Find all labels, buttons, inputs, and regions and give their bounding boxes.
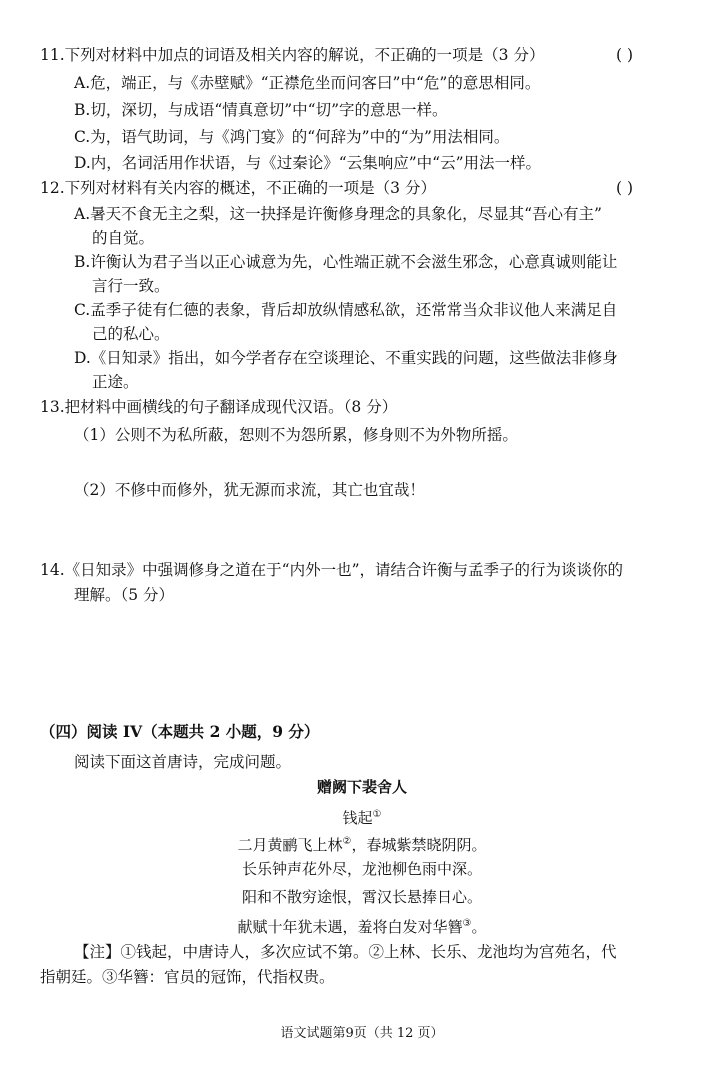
q12-answer-paren: ( ) (616, 179, 634, 197)
q11-answer-paren: ( ) (616, 46, 634, 64)
q12-option-a-cont: 的自觉。 (92, 229, 155, 247)
poem-line-1-rest: ，春城紫禁晓阴阴。 (351, 836, 487, 854)
poem-line-4 (0, 913, 724, 938)
poem-line-1 (0, 831, 724, 856)
q11-option-c: C.为，语气助词，与《鸿门宴》的“何辞为”中的“为”用法相同。 (74, 128, 510, 146)
q13-item-2: （2）不修中而修外，犹无源而求流，其亡也宜哉！ (74, 481, 425, 499)
q13-stem: 13.把材料中画横线的句子翻译成现代汉语。（8 分） (40, 398, 398, 416)
q12-option-c-cont: 己的私心。 (92, 325, 170, 343)
section-instruction: 阅读下面这首唐诗，完成问题。 (74, 753, 292, 771)
poem-line-1-text: 二月黄鹂飞上林 (237, 836, 343, 854)
poem-author (0, 804, 724, 829)
q14-stem: 14.《日知录》中强调修身之道在于“内外一也”，请结合许衡与孟季子的行为谈谈你的 (40, 561, 624, 579)
page-footer: 语文试题第9页（共 12 页） (280, 1026, 444, 1041)
q13-item-1: （1）公则不为私所蔽，恕则不为怨所累，修身则不为外物所摇。 (74, 426, 518, 444)
section-heading: （四）阅读 IV（本题共 2 小题，9 分） (40, 722, 320, 741)
poem-line-4-text: 献赋十年犹未遇，羞将白发对华簪 (237, 918, 463, 936)
poem-notes: 【注】①钱起，中唐诗人，多次应试不第。②上林、长乐、龙池均为宫苑名，代 (74, 943, 617, 961)
q12-option-d: D.《日知录》指出，如今学者存在空谈理论、不重实践的问题，这些做法非修身 (74, 349, 618, 367)
q11-option-b: B.切，深切，与成语“情真意切”中“切”字的意思一样。 (74, 101, 448, 119)
poem-author-name: 钱起 (342, 809, 373, 827)
q12-option-c: C.孟季子徒有仁德的表象，背后却放纵情感私欲，还常常当众非议他人来满足自 (74, 301, 618, 319)
q14-stem-cont: 理解。（5 分） (74, 586, 175, 604)
q12-option-b: B.许衡认为君子当以正心诚意为先，心性端正就不会滋生邪念，心意真诚则能让 (74, 253, 618, 271)
author-note-marker: ① (372, 809, 382, 820)
q11-stem: 11.下列对材料中加点的词语及相关内容的解说，不正确的一项是（3 分） (40, 46, 545, 64)
q12-stem: 12.下列对材料有关内容的概述，不正确的一项是（3 分） (40, 179, 436, 197)
q11-option-d: D.内，名词活用作状语，与《过秦论》“云集响应”中“云”用法一样。 (74, 154, 542, 172)
poem-notes-cont: 指朝廷。③华簪：官员的冠饰，代指权贵。 (40, 968, 335, 986)
poem-line-3: 阳和不散穷途恨，霄汉长悬捧日心。 (241, 888, 482, 906)
poem-line-4-rest: 。 (471, 918, 487, 936)
poem-title: 赠阙下裴舍人 (316, 778, 407, 796)
q12-option-b-cont: 言行一致。 (92, 277, 170, 295)
note-marker-3: ③ (462, 918, 472, 929)
q12-option-d-cont: 正途。 (92, 373, 139, 391)
q11-option-a: A.危，端正，与《赤壁赋》“正襟危坐而问客曰”中“危”的意思相同。 (74, 74, 541, 92)
poem-line-2: 长乐钟声花外尽，龙池柳色雨中深。 (241, 860, 482, 878)
note-marker-2: ② (342, 836, 352, 847)
q12-option-a: A.暑天不食无主之梨，这一抉择是许衡修身理念的具象化，尽显其“吾心有主” (74, 205, 602, 223)
